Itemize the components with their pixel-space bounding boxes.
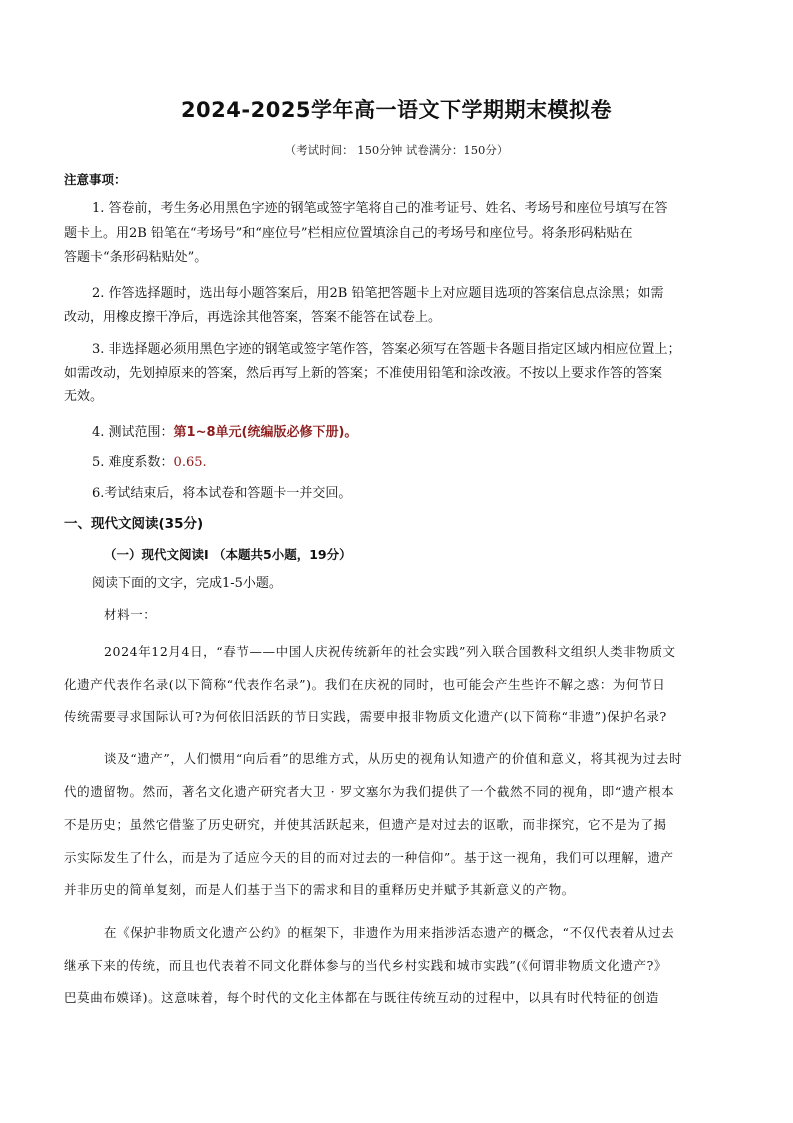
note-4 — [92, 424, 357, 442]
note-2-line-1: 2. 作答选择题时，选出每小题答案后，用2B 铅笔把答题卡上对应题目选项的答案信息点涂黑；如需 — [92, 286, 664, 301]
section-heading: 一、现代文阅读(35分) — [64, 516, 204, 532]
reading-instruction: 阅读下面的文字，完成1-5小题。 — [92, 576, 282, 591]
para-2-line-3: 不是历史；虽然它借鉴了历史研究，并使其活跃起来，但遗产是对过去的讴歌，而非探究，它不是为了揭 — [64, 817, 667, 832]
note-4-value: 第1~8单元(统编版必修下册)。 — [173, 425, 358, 440]
material-label: 材料一： — [104, 607, 157, 622]
para-2-line-5: 并非历史的简单复刻，而是人们基于当下的需求和目的重释历史并赋予其新意义的产物。 — [64, 882, 575, 897]
para-3-line-2: 继承下来的传统，而且也代表着不同文化群体参与的当代乡村实践和城市实践”(《何谓非物质文化遗产?》 — [64, 958, 668, 973]
note-5-value: 0.65. — [173, 455, 207, 470]
note-2-line-2: 改动，用橡皮擦干净后，再选涂其他答案，答案不能答在试卷上。 — [64, 310, 442, 325]
note-1-line-1: 1. 答卷前，考生务必用黑色字迹的钢笔或签字笔将自己的准考证号、姓名、考场号和座位号填写在答 — [92, 201, 668, 216]
note-5-label: 5. 难度系数： — [92, 455, 174, 470]
para-1-line-1: 2024年12月4日，“春节——中国人庆祝传统新年的社会实践”列入联合国教科文组织人类非物质文 — [104, 644, 676, 659]
note-3-line-1: 3. 非选择题必须用黑色字迹的钢笔或签字笔作答，答案必须写在答题卡各题目指定区域内相应位置上； — [92, 342, 681, 357]
note-1-line-2: 题卡上。用2B 铅笔在“考场号”和“座位号”栏相应位置填涂自己的考场号和座位号。将条形码粘贴在 — [64, 226, 633, 241]
note-4-label: 4. 测试范围： — [92, 425, 174, 440]
para-2-line-4: 示实际发生了什么，而是为了适应今天的目的而对过去的一种信仰”。基于这一视角，我们可以理解，遗产 — [64, 850, 674, 865]
para-1-line-2: 化遗产代表作名录(以下简称“代表作名录”)。我们在庆祝的同时，也可能会产生些许不解之惑：为何节日 — [64, 677, 666, 692]
para-2-line-1: 谈及“遗产”，人们惯用“向后看”的思维方式，从历史的视角认知遗产的价值和意义，将其视为过去时 — [104, 751, 683, 766]
note-3-line-2: 如需改动，先划掉原来的答案，然后再写上新的答案；不准使用铅笔和涂改液。不按以上要求作答的答案 — [64, 366, 663, 381]
notes-heading: 注意事项： — [64, 172, 127, 187]
note-1-line-3: 答题卡“条形码粘贴处”。 — [64, 250, 208, 265]
para-2-line-2: 代的遗留物。然而，著名文化遗产研究者大卫 · 罗文塞尔为我们提供了一个截然不同的视角，即“遗产根本 — [64, 784, 675, 799]
note-6: 6.考试结束后，将本试卷和答题卡一并交回。 — [92, 486, 352, 501]
para-1-line-3: 传统需要寻求国际认可?为何依旧活跃的节日实践，需要申报非物质文化遗产(以下简称“非遗”)保护名录? — [64, 709, 667, 724]
exam-info: （考试时间： 150分钟 试卷满分：150分） — [284, 143, 509, 157]
para-3-line-1: 在《保护非物质文化遗产公约》的框架下，非遗作为用来指涉活态遗产的概念，“不仅代表着从过去 — [104, 925, 675, 940]
subsection-heading: （一）现代文阅读I （本题共5小题，19分） — [104, 547, 352, 562]
para-3-line-3: 巴莫曲布嫫译)。这意味着，每个时代的文化主体都在与既往传统互动的过程中，以具有时代特征的创造 — [64, 990, 659, 1005]
note-5 — [92, 454, 207, 472]
note-3-line-3: 无效。 — [64, 389, 104, 404]
page-title: 2024-2025学年高一语文下学期期末模拟卷 — [180, 98, 613, 122]
